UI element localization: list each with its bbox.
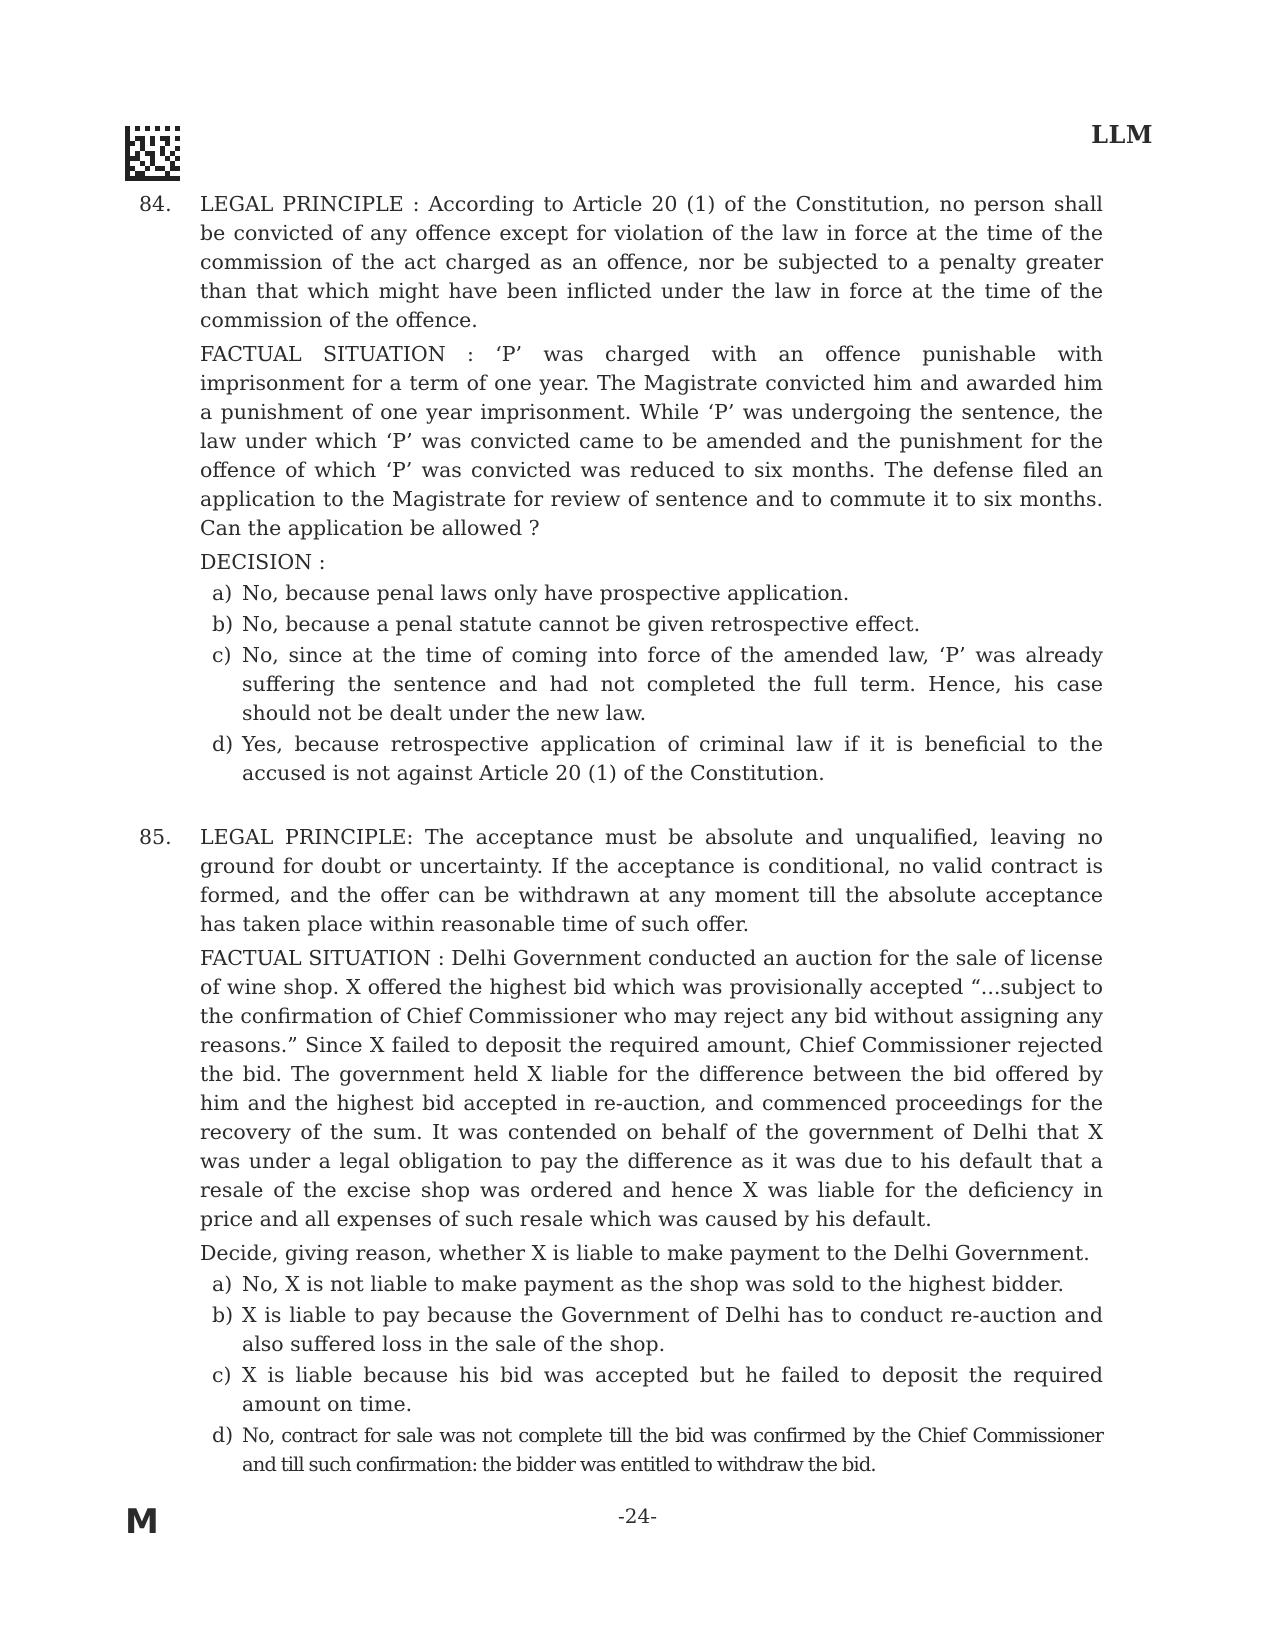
option-text: No, contract for sale was not complete till the bid was confirmed by the Chief Commissioner and till such confirmation: the bidder was entitled to withdraw the bid. bbox=[242, 1424, 1103, 1476]
question-number: 84. bbox=[139, 192, 172, 216]
page-number: -24- bbox=[618, 1504, 657, 1528]
qr-code-icon bbox=[125, 126, 180, 181]
option-letter: a) bbox=[212, 581, 233, 605]
option-text: X is liable because his bid was accepted but he failed to deposit the required amount on time. bbox=[242, 1363, 1103, 1416]
option-text: No, because penal laws only have prospective application. bbox=[242, 581, 850, 605]
answer-options bbox=[200, 1270, 1103, 1479]
question-content bbox=[137, 190, 1103, 1481]
legal-principle: LEGAL PRINCIPLE: The acceptance must be absolute and unqualified, leaving no ground for doubt or uncertainty. If the acceptance is conditional, no valid contract is formed, and the offer can be withdrawn at any moment till the absolute acceptance has taken place within reasonable time of such offer. bbox=[200, 825, 1103, 936]
option-letter: c) bbox=[212, 1363, 232, 1387]
option-d bbox=[200, 730, 1103, 788]
option-a bbox=[200, 1270, 1103, 1299]
legal-principle: LEGAL PRINCIPLE : According to Article 20 (1) of the Constitution, no person shall be convicted of any offence except for violation of the law in force at the time of the commission of the act charged as an offence, nor be subjected to a penalty greater than that which might have been inflicted under the law in force at the time of the commission of the offence. bbox=[200, 192, 1103, 332]
option-text: Yes, because retrospective application of criminal law if it is beneficial to the accused is not against Article 20 (1) of the Constitution. bbox=[242, 732, 1103, 785]
series-letter: M bbox=[125, 1502, 159, 1542]
option-letter: b) bbox=[212, 612, 234, 636]
option-letter: d) bbox=[212, 732, 234, 756]
question-number: 85. bbox=[139, 825, 172, 849]
option-text: X is liable to pay because the Government of Delhi has to conduct re-auction and also suffered loss in the sale of the shop. bbox=[242, 1303, 1103, 1356]
option-c bbox=[200, 641, 1103, 728]
exam-code: LLM bbox=[1091, 120, 1153, 149]
factual-situation: FACTUAL SITUATION : Delhi Government conducted an auction for the sale of license of wine shop. X offered the highest bid which was provisionally accepted “...subject to the confirmation of Chief Commissioner who may reject any bid without assigning any reasons.” Since X failed to deposit the required amount, Chief Commissioner rejected the bid. The government held X liable for the difference between the bid offered by him and the highest bid accepted in re-auction, and commenced proceedings for the recovery of the sum. It was contended on behalf of the government of Delhi that X was under a legal obligation to pay the difference as it was due to his default that a resale of the excise shop was ordered and hence X was liable for the deficiency in price and all expenses of such resale which was caused by his default. bbox=[200, 946, 1103, 1231]
option-b bbox=[200, 1301, 1103, 1359]
question-85 bbox=[137, 823, 1103, 1479]
option-text: No, X is not liable to make payment as the shop was sold to the highest bidder. bbox=[242, 1272, 1064, 1296]
question-prompt: Decide, giving reason, whether X is liable to make payment to the Delhi Government. bbox=[200, 1241, 1090, 1265]
option-letter: a) bbox=[212, 1272, 233, 1296]
option-d bbox=[200, 1421, 1103, 1479]
option-letter: b) bbox=[212, 1303, 234, 1327]
option-a bbox=[200, 579, 1103, 608]
factual-situation: FACTUAL SITUATION : ‘P’ was charged with an offence punishable with imprisonment for a term of one year. The Magistrate convicted him and awarded him a punishment of one year imprisonment. While ‘P’ was undergoing the sentence, the law under which ‘P’ was convicted came to be amended and the punishment for the offence of which ‘P’ was convicted was reduced to six months. The defense filed an application to the Magistrate for review of sentence and to commute it to six months. Can the application be allowed ? bbox=[200, 342, 1103, 540]
option-c bbox=[200, 1361, 1103, 1419]
option-letter: c) bbox=[212, 643, 232, 667]
option-b bbox=[200, 610, 1103, 639]
question-84 bbox=[137, 190, 1103, 788]
question-prompt: DECISION : bbox=[200, 550, 326, 574]
option-letter: d) bbox=[212, 1423, 234, 1447]
answer-options bbox=[200, 579, 1103, 788]
option-text: No, because a penal statute cannot be given retrospective effect. bbox=[242, 612, 921, 636]
option-text: No, since at the time of coming into force of the amended law, ‘P’ was already suffering the sentence and had not completed the full term. Hence, his case should not be dealt under the new law. bbox=[242, 643, 1103, 725]
